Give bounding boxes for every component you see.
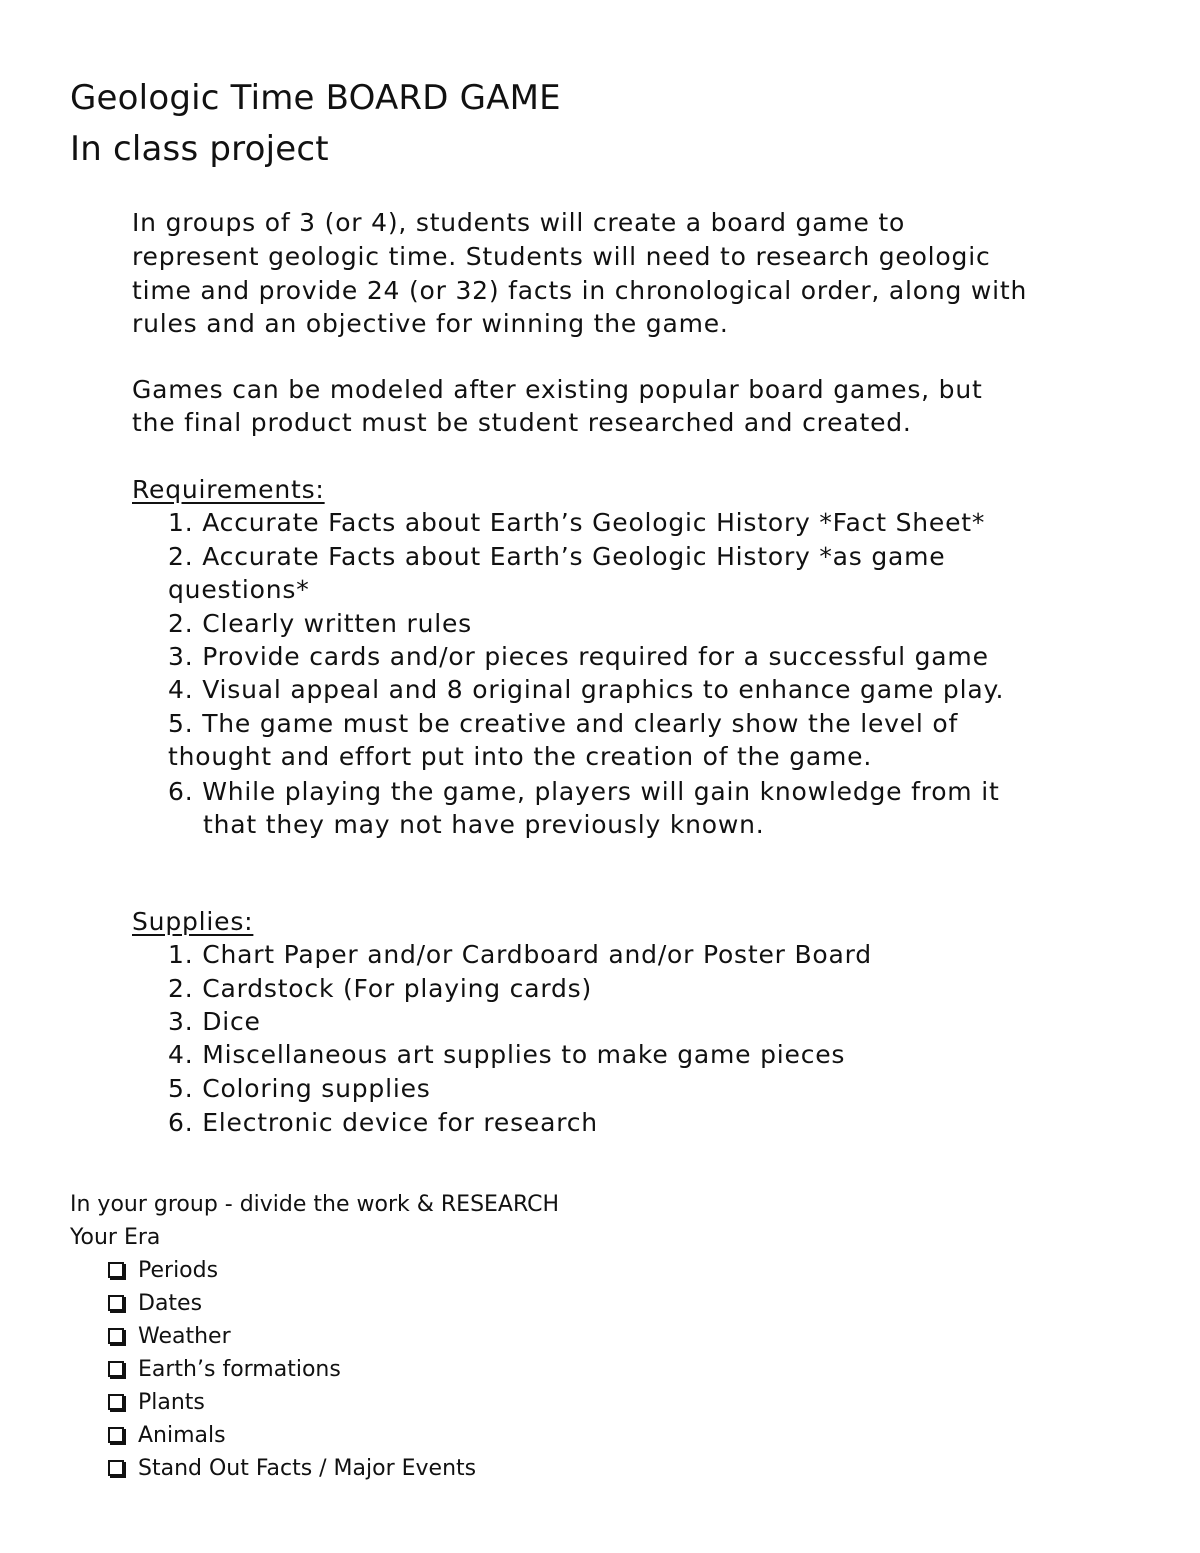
supply-item: 4. Miscellaneous art supplies to make game pieces [168,1040,846,1069]
research-era-label: Your Era [70,1225,161,1250]
research-instruction: In your group - divide the work & RESEARCH [70,1192,560,1217]
checklist-label: Stand Out Facts / Major Events [138,1456,477,1481]
requirement-item: 5. The game must be creative and clearly show the level of [168,709,959,738]
requirement-item: 6. While playing the game, players will gain knowledge from it [168,777,1000,806]
checklist-label: Earth’s formations [138,1357,341,1382]
checklist-item [108,1419,226,1452]
supply-item: 5. Coloring supplies [168,1074,431,1103]
requirement-item: 2. Accurate Facts about Earth’s Geologic History *as game [168,542,946,571]
requirements-heading: Requirements: [132,475,325,504]
checklist-label: Dates [138,1291,203,1316]
checklist-label: Periods [138,1258,219,1283]
requirement-item: 2. Clearly written rules [168,609,472,638]
intro-line: rules and an objective for winning the game. [132,309,729,338]
checkbox-icon [108,1295,124,1311]
requirement-item: 4. Visual appeal and 8 original graphics to enhance game play. [168,675,1005,704]
checklist-item [108,1353,341,1386]
checkbox-icon [108,1328,124,1344]
paragraph-line: the final product must be student researched and created. [132,408,912,437]
supply-item: 2. Cardstock (For playing cards) [168,974,593,1003]
checkbox-icon [108,1394,124,1410]
requirement-item: 1. Accurate Facts about Earth’s Geologic History *Fact Sheet* [168,508,986,537]
intro-line: time and provide 24 (or 32) facts in chronological order, along with [132,276,1028,305]
checkbox-icon [108,1262,124,1278]
requirement-item: 3. Provide cards and/or pieces required for a successful game [168,642,989,671]
checklist-item [108,1452,476,1485]
checklist-item [108,1254,218,1287]
paragraph-line: Games can be modeled after existing popular board games, but [132,375,983,404]
requirement-item-continuation: thought and effort put into the creation of the game. [168,742,873,771]
checklist-label: Animals [138,1423,226,1448]
checklist-item [108,1287,202,1320]
supply-item: 1. Chart Paper and/or Cardboard and/or Poster Board [168,940,872,969]
checkbox-icon [108,1460,124,1476]
checklist-label: Plants [138,1390,205,1415]
checklist-item [108,1386,205,1419]
requirement-item-continuation: questions* [168,575,310,604]
supplies-heading: Supplies: [132,907,254,936]
supply-item: 6. Electronic device for research [168,1108,598,1137]
checkbox-icon [108,1361,124,1377]
supply-item: 3. Dice [168,1007,261,1036]
page-title-line-2: In class project [70,129,329,169]
checklist-label: Weather [138,1324,231,1349]
page-title-line-1: Geologic Time BOARD GAME [70,78,561,118]
requirement-item-continuation: that they may not have previously known. [203,810,765,839]
intro-line: represent geologic time. Students will need to research geologic [132,242,991,271]
intro-line: In groups of 3 (or 4), students will create a board game to [132,208,906,237]
checklist-item [108,1320,231,1353]
checkbox-icon [108,1427,124,1443]
